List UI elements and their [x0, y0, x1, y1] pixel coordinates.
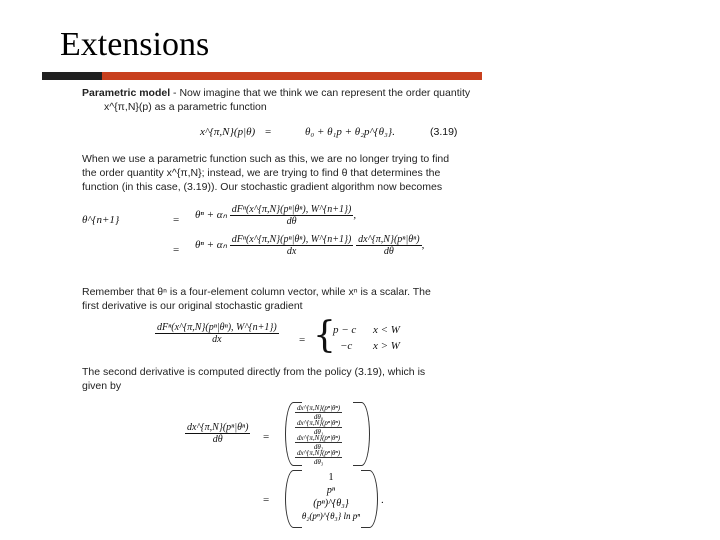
entry-denominator: dθ₃ — [313, 458, 324, 466]
entry-denominator: dθ₁ — [313, 428, 324, 436]
fraction-denominator: dθ — [286, 216, 297, 227]
update-rhs-2-prefix: θⁿ + αₙ — [195, 239, 227, 252]
paragraph-parametric-model — [82, 86, 482, 114]
fraction-denominator: dθ — [212, 434, 223, 445]
update-fraction-1 — [230, 204, 354, 227]
derivative-fraction — [155, 322, 279, 345]
first-derivative-equals: = — [299, 334, 306, 346]
paragraph-text: function (in this case, (3.19)). Our stochastic gradient algorithm now becomes — [82, 181, 443, 193]
vector-2-entry: θ₂(pⁿ)^{θ₃} ln pⁿ — [301, 511, 361, 521]
vector-2-period: . — [381, 494, 384, 506]
equation-3-19-lhs: x^{π,N}(p|θ) — [200, 126, 256, 138]
vector-2-entry: pⁿ — [326, 485, 336, 496]
fraction-denominator: dθ — [383, 246, 394, 257]
case-1-value: p − c — [333, 324, 357, 336]
entry-denominator: dθ₂ — [313, 443, 324, 451]
first-derivative-fraction — [155, 322, 279, 345]
title-rule — [42, 72, 482, 80]
paragraph-text: given by — [82, 380, 122, 392]
entry-denominator: dθ₀ — [313, 413, 324, 421]
paragraph-text: When we use a parametric function such as this, we are no longer trying to find — [82, 153, 450, 165]
paragraph-text: The second derivative is computed directly from the policy (3.19), which is — [82, 366, 426, 378]
paragraph-stochastic-gradient — [82, 152, 482, 194]
paragraph-text: Remember that θⁿ is a four-element column vector, while xⁿ is a scalar. The — [82, 286, 431, 298]
update-equals-1: = — [173, 214, 180, 226]
paragraph-first-derivative — [82, 285, 482, 313]
entry-numerator: dx^{π,N}(pⁿ|θⁿ) — [297, 449, 341, 457]
vector-1-entry — [295, 449, 342, 466]
fraction-numerator: dx^{π,N}(pⁿ|θⁿ) — [358, 234, 420, 245]
entry-numerator: dx^{π,N}(pⁿ|θⁿ) — [297, 404, 341, 412]
fraction-numerator: dFⁿ(x^{π,N}(pⁿ|θⁿ), W^{n+1}) — [231, 234, 352, 245]
equation-number: (3.19) — [430, 126, 458, 138]
update-lhs: θ^{n+1} — [82, 214, 120, 226]
paragraph-bold-lead: Parametric model — [82, 87, 171, 99]
update-rhs-2: θⁿ + αₙ $\frac{\text{dFⁿ(x\textasciicircum{}\{π,N\}(pⁿ|θⁿ), W\textasciicircum{}\{n+1\})}}{dx}$ $\frac{\text{dx\textasciicircum{}\{π,N\}(pⁿ|θⁿ)}}{d\theta}$ , — [195, 234, 425, 257]
second-derivative-equals-2: = — [263, 494, 270, 506]
paragraph-text: the order quantity x^{π,N}; instead, we are trying to find θ that determines the — [82, 167, 441, 179]
fraction-numerator: dx^{π,N}(pⁿ|θⁿ) — [187, 422, 249, 433]
paragraph-text: first derivative is our original stochastic gradient — [82, 300, 303, 312]
fraction-numerator: dFⁿ(x^{π,N}(pⁿ|θⁿ), W^{n+1}) — [157, 322, 277, 333]
slide-title: Extensions — [60, 26, 210, 63]
fraction-numerator: dFⁿ(x^{π,N}(pⁿ|θⁿ), W^{n+1}) — [231, 204, 352, 215]
fraction-denominator: dx — [212, 334, 222, 345]
title-rule-accent — [42, 72, 102, 80]
second-derivative-equals-1: = — [263, 431, 270, 443]
equation-3-19-rhs: θ₀ + θ₁p + θ₂p^{θ₃}. — [305, 126, 395, 138]
case-2-value: −c — [340, 340, 353, 352]
paragraph-second-derivative — [82, 365, 482, 393]
vector-2-entry: (pⁿ)^{θ₃} — [313, 498, 349, 509]
entry-numerator: dx^{π,N}(pⁿ|θⁿ) — [297, 434, 341, 442]
document-image — [55, 82, 480, 537]
second-derivative-fraction — [185, 422, 250, 445]
equation-3-19-equals: = — [265, 126, 272, 138]
vector-2-entry: 1 — [328, 472, 334, 483]
entry-numerator: dx^{π,N}(pⁿ|θⁿ) — [297, 419, 341, 427]
case-1-condition: x < W — [373, 324, 400, 336]
second-derivative-lhs — [185, 422, 250, 445]
paragraph-text: x^{π,N}(p) as a parametric function — [104, 101, 267, 113]
update-fraction-2b — [356, 234, 421, 257]
paragraph-text: - Now imagine that we think we can represent the order quantity — [173, 87, 471, 99]
update-rhs-1-prefix: θⁿ + αₙ — [195, 209, 227, 222]
update-equals-2: = — [173, 244, 180, 256]
fraction-denominator: dx — [286, 246, 297, 257]
vector-1-right-paren — [353, 402, 370, 466]
update-rhs-1: θⁿ + αₙ $\frac{\text{dFⁿ(x\textasciicircum{}\{π,N\}(pⁿ|θⁿ), W\textasciicircum{}\{n+1\})}}{d\theta}$ , — [195, 204, 357, 227]
cases-brace: { — [313, 315, 336, 356]
case-2-condition: x > W — [373, 340, 400, 352]
update-fraction-2a — [230, 234, 354, 257]
